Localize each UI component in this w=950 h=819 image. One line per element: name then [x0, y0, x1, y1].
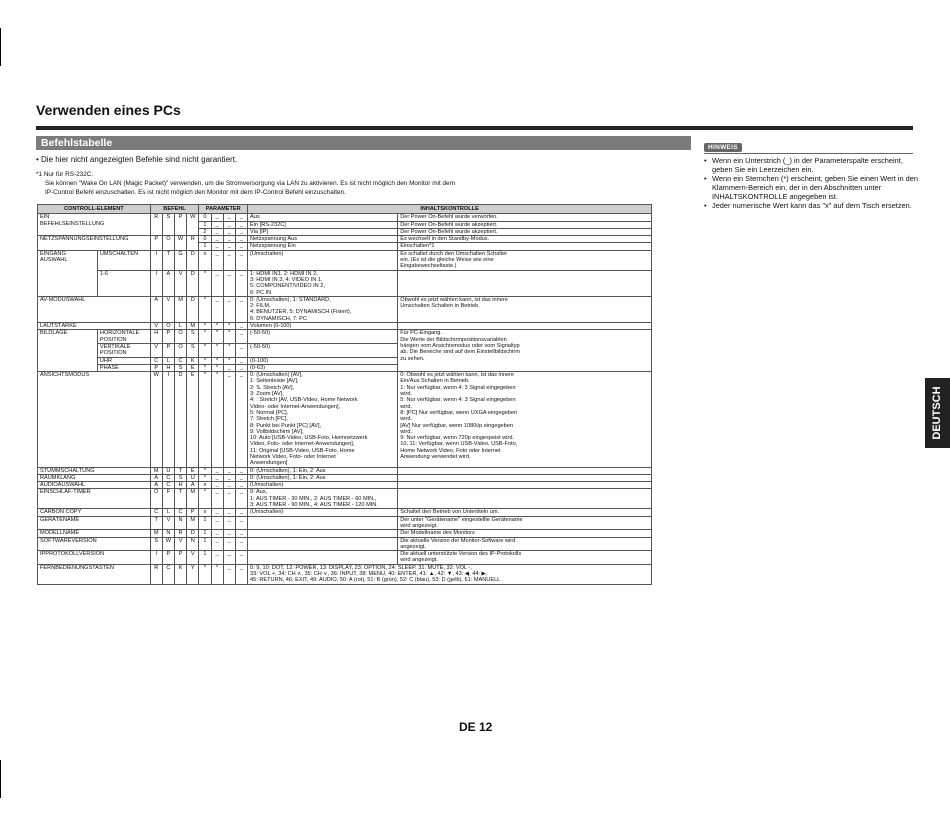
- content-description: (Umschalten): [248, 482, 398, 489]
- parameter-char: *: [199, 467, 211, 474]
- parameter-char: x: [199, 482, 211, 489]
- command-char: P: [162, 551, 174, 565]
- parameter-char: *: [199, 489, 211, 509]
- parameter-char: _: [223, 489, 235, 509]
- content-description: [248, 551, 398, 565]
- parameter-char: *: [223, 323, 235, 330]
- table-row: [38, 467, 652, 474]
- parameter-char: _: [235, 296, 247, 322]
- content-description: (0-63): [248, 364, 398, 371]
- content-description: Aus: [248, 214, 398, 221]
- command-char: T: [174, 467, 186, 474]
- command-char: H: [150, 330, 162, 344]
- control-name: STUMMSCHALTUNG: [38, 467, 151, 474]
- command-char: L: [162, 509, 174, 516]
- parameter-char: _: [223, 221, 235, 228]
- parameter-char: _: [235, 551, 247, 565]
- command-char: P: [174, 551, 186, 565]
- parameter-char: _: [223, 372, 235, 467]
- command-char: I: [162, 372, 174, 467]
- control-name: MODELLNAME: [38, 530, 151, 537]
- command-char: L: [162, 357, 174, 364]
- command-char: W: [187, 214, 199, 236]
- content-remark: [398, 270, 652, 296]
- content-description: (0-100): [248, 357, 398, 364]
- parameter-char: _: [235, 343, 247, 357]
- parameter-char: _: [235, 243, 247, 250]
- command-char: C: [150, 509, 162, 516]
- parameter-char: _: [235, 270, 247, 296]
- control-name: IPPROTOKOLLVERSION: [38, 551, 151, 565]
- table-row: [38, 482, 652, 489]
- content-description: Ein [RS-232C]: [248, 221, 398, 228]
- content-remark: [398, 489, 652, 509]
- content-description: 0: (Umschalten), 1: STANDARD, 2: FILM, 4: BENUTZER, 5: DYNAMISCH (Fixiert), 6: DYNAMISCH, 7: PC: [248, 296, 398, 322]
- command-char: E: [187, 467, 199, 474]
- content-description: [248, 516, 398, 530]
- command-char: R: [150, 564, 162, 584]
- control-name: SOFTWAREVERSION: [38, 537, 151, 551]
- parameter-char: _: [223, 516, 235, 530]
- table-row: [38, 551, 652, 565]
- parameter-char: _: [235, 330, 247, 344]
- control-name: RAUMKLANG: [38, 474, 151, 481]
- command-char: V: [174, 537, 186, 551]
- parameter-char: 2: [199, 228, 211, 235]
- parameter-char: _: [211, 250, 223, 270]
- parameter-char: _: [235, 228, 247, 235]
- command-char: C: [174, 509, 186, 516]
- parameter-char: _: [211, 509, 223, 516]
- command-char: P: [187, 509, 199, 516]
- parameter-char: *: [199, 296, 211, 322]
- header-command: BEFEHL: [150, 205, 199, 214]
- command-char: T: [162, 250, 174, 270]
- parameter-char: _: [235, 474, 247, 481]
- parameter-char: *: [199, 270, 211, 296]
- parameter-char: *: [223, 330, 235, 344]
- command-char: O: [174, 343, 186, 357]
- command-char: E: [187, 372, 199, 467]
- table-body: [38, 214, 652, 584]
- command-char: A: [150, 474, 162, 481]
- parameter-char: 0: [199, 214, 211, 221]
- content-description: Netzspannung Ein: [248, 243, 398, 250]
- page-number: DE 12: [459, 720, 493, 734]
- command-char: V: [187, 551, 199, 565]
- parameter-char: _: [235, 467, 247, 474]
- parameter-char: _: [235, 236, 247, 243]
- command-char: A: [150, 296, 162, 322]
- section-heading: Befehlstabelle: [36, 136, 691, 150]
- parameter-char: _: [211, 214, 223, 221]
- control-name: CARBON COPY: [38, 509, 151, 516]
- table-row: [38, 516, 652, 530]
- control-name: FERNBEDIENUNGSTASTEN: [38, 564, 151, 584]
- content-description: (Umschalten): [248, 509, 398, 516]
- content-remark: Der Power On-Befehl wurde verworfen.: [398, 214, 652, 221]
- parameter-char: _: [223, 467, 235, 474]
- parameter-char: _: [235, 364, 247, 371]
- content-remark: Die aktuelle Version der Monitor-Software wird angezeigt.: [398, 537, 652, 551]
- command-char: K: [174, 564, 186, 584]
- parameter-char: 1: [199, 551, 211, 565]
- hint-item: • Jeder numerische Wert kann das "x" auf dem Tisch ersetzen.: [704, 201, 919, 210]
- control-name: EINGANG AUSWAHL: [38, 250, 98, 296]
- content-remark: Es schaltet durch den Umschalten Schalter ein. (Es ist die gleiche Weise wie eine Eingabewechseltaste.): [398, 250, 652, 270]
- table-row: [38, 270, 652, 296]
- content-description: 0: (Umschalten) [AV], 1: Seitenleiste [AV], 2: S. Stretch [AV], 3: Zoom [AV], 4: : Stretch [AV, USB-Video, Home Network Video- oder Internet-Anwendungen], 5: Normal [PC], 7: Stretch [PC], 8: Punkt bei Punkt [PC] [AV], 9: Vollbildschirm [AV], 10: Auto [USB-Video, USB-Foto, Heimnetzwerk Video, Foto- oder Internet-Anwendungen], 11: Original [USB-Video, USB-Foto, Home Network Video, Foto- oder Internet Anwendungen]: [248, 372, 398, 467]
- command-char: V: [162, 296, 174, 322]
- command-char: C: [150, 357, 162, 364]
- command-char: S: [187, 343, 199, 357]
- parameter-char: _: [235, 482, 247, 489]
- content-remark: Es wechselt in den Standby-Modus.: [398, 236, 652, 243]
- command-char: S: [150, 537, 162, 551]
- parameter-char: _: [235, 323, 247, 330]
- content-remark: Für PC-Eingang. Die Werte der Bildschirmpositionsvariablen hängen vom Ansichtsmodus oder vom Signaltyp ab. Die Bereiche sind auf dem Einstellbildschirm zu sehen.: [398, 330, 652, 372]
- parameter-char: *: [199, 364, 211, 371]
- footnote-line: *1 Nur für RS-232C.: [36, 171, 94, 178]
- table-row: [38, 530, 652, 537]
- header-control: CONTROLL-ELEMENT: [38, 205, 151, 214]
- command-char: P: [162, 343, 174, 357]
- parameter-char: _: [223, 509, 235, 516]
- control-name: NETZSPANNUNGSEINSTELLUNG: [38, 236, 151, 251]
- parameter-char: _: [223, 530, 235, 537]
- content-description: 0: 9, 10: DOT, 12: POWER, 13: DISPLAY, 23: OPTION, 24: SLEEP, 31: MUTE, 32: VOL -, 33: VOL +, 34: CH ∧, 35: CH ∨, 36: INPUT, 38: MENU, 40: ENTER, 41: ▲, 42: ▼, 43: ◀, 44: ▶, 45: RETURN, 46: EXIT, 49: AUDIO, 50: A (rot), 51: B (grün), 52: C (blau), 53: D (gelb), 61: MANUELL: [248, 564, 652, 584]
- content-description: 1: HDMI IN1, 2: HDMI IN 2, 3: HDMI IN 3, 4: VIDEO IN 1, 5: COMPONENT/VIDEO IN 2, 6: PC IN: [248, 270, 398, 296]
- parameter-char: x: [199, 509, 211, 516]
- command-char: W: [150, 372, 162, 467]
- parameter-char: _: [211, 530, 223, 537]
- content-remark: [398, 323, 652, 330]
- parameter-char: _: [211, 270, 223, 296]
- command-char: W: [174, 236, 186, 251]
- table-row: [38, 250, 652, 270]
- crop-mark-top-left: [0, 28, 1, 66]
- header-content: INHALTSKONTROLLE: [248, 205, 652, 214]
- command-char: G: [174, 250, 186, 270]
- parameter-char: *: [199, 372, 211, 467]
- table-row: [38, 474, 652, 481]
- parameter-char: _: [235, 250, 247, 270]
- command-char: R: [150, 214, 162, 236]
- hint-item: • Wenn ein Unterstrich (_) in der Parameterspalte erscheint, geben Sie ein Leerzeichen ein.: [704, 156, 919, 174]
- content-description: (-50-50): [248, 330, 398, 344]
- parameter-char: _: [211, 243, 223, 250]
- language-tab-label: DEUTSCH: [931, 386, 943, 440]
- command-char: I: [150, 250, 162, 270]
- parameter-char: _: [211, 228, 223, 235]
- content-remark: Einschalten*1: [398, 243, 652, 250]
- command-char: M: [187, 323, 199, 330]
- command-char: W: [162, 537, 174, 551]
- parameter-char: _: [211, 482, 223, 489]
- content-remark: Der Power On-Befehl wurde akzeptiert.: [398, 228, 652, 235]
- parameter-char: _: [211, 467, 223, 474]
- parameter-char: _: [223, 482, 235, 489]
- command-char: N: [174, 516, 186, 530]
- command-char: T: [174, 489, 186, 509]
- language-tab: [925, 378, 950, 448]
- parameter-char: _: [235, 372, 247, 467]
- command-char: C: [162, 564, 174, 584]
- command-char: O: [162, 323, 174, 330]
- command-table: [37, 204, 652, 585]
- parameter-char: _: [235, 357, 247, 364]
- command-char: S: [162, 214, 174, 236]
- parameter-char: *: [211, 330, 223, 344]
- command-char: R: [174, 530, 186, 537]
- command-char: M: [174, 296, 186, 322]
- control-name: AUDIOAUSWAHL: [38, 482, 151, 489]
- command-char: C: [162, 474, 174, 481]
- command-char: A: [162, 270, 174, 296]
- content-remark: Der Modellname des Monitors: [398, 530, 652, 537]
- parameter-char: 1: [199, 516, 211, 530]
- parameter-char: _: [223, 537, 235, 551]
- control-name: ANSICHTSMODUS: [38, 372, 151, 467]
- content-remark: Der unter "Gerätename" eingestellte Gerätename wird angezeigt.: [398, 516, 652, 530]
- parameter-char: _: [235, 537, 247, 551]
- table-row: [38, 323, 652, 330]
- parameter-char: _: [235, 530, 247, 537]
- command-char: C: [174, 357, 186, 364]
- content-remark: [398, 474, 652, 481]
- control-sub-name: VERTIKALE POSITION: [97, 343, 150, 357]
- content-description: 0: Aus, 1: AUS TIMER - 30 MIN., 2: AUS TIMER - 60 MIN., 3: AUS TIMER - 90 MIN., 4: AUS TIMER - 120 MIN.: [248, 489, 398, 509]
- content-remark: [398, 482, 652, 489]
- command-char: D: [187, 250, 199, 270]
- parameter-char: *: [199, 343, 211, 357]
- command-char: M: [187, 489, 199, 509]
- parameter-char: *: [199, 330, 211, 344]
- parameter-char: 1: [199, 537, 211, 551]
- hint-box: [704, 136, 919, 210]
- command-char: M: [150, 530, 162, 537]
- command-char: P: [162, 330, 174, 344]
- parameter-char: _: [211, 221, 223, 228]
- content-description: [248, 537, 398, 551]
- command-char: M: [187, 516, 199, 530]
- parameter-char: _: [223, 364, 235, 371]
- content-remark: Obwohl es jetzt wählen kann, ist das innere Umschalten Schalten in Betrieb.: [398, 296, 652, 322]
- command-char: T: [150, 516, 162, 530]
- page-title: Verwenden eines PCs: [36, 102, 181, 118]
- command-char: O: [174, 330, 186, 344]
- command-char: V: [162, 516, 174, 530]
- command-char: H: [174, 482, 186, 489]
- table-row: [38, 564, 652, 584]
- control-sub-name: UMSCHALTEN: [97, 250, 150, 270]
- command-char: I: [150, 551, 162, 565]
- control-sub-name: 1-6: [97, 270, 150, 296]
- parameter-char: _: [235, 516, 247, 530]
- content-remark: Schaltet den Betrieb von Untertiteln um.: [398, 509, 652, 516]
- control-name: BILDLAGE: [38, 330, 98, 372]
- parameter-char: _: [223, 236, 235, 243]
- command-char: P: [150, 364, 162, 371]
- command-char: U: [162, 467, 174, 474]
- command-char: U: [187, 474, 199, 481]
- command-char: L: [174, 323, 186, 330]
- parameter-char: _: [211, 537, 223, 551]
- parameter-char: _: [223, 551, 235, 565]
- command-char: D: [187, 296, 199, 322]
- parameter-char: _: [223, 214, 235, 221]
- parameter-char: *: [199, 474, 211, 481]
- parameter-char: _: [235, 564, 247, 584]
- parameter-char: _: [223, 564, 235, 584]
- table-header-row: [38, 205, 652, 214]
- content-description: [248, 530, 398, 537]
- command-char: P: [174, 214, 186, 236]
- content-remark: Die aktuell unterstützte Version des IP-Protokolls wird angezeigt.: [398, 551, 652, 565]
- command-char: O: [150, 489, 162, 509]
- parameter-char: *: [199, 323, 211, 330]
- parameter-char: _: [223, 243, 235, 250]
- content-description: (-50-50): [248, 343, 398, 357]
- command-char: K: [187, 357, 199, 364]
- table-row: [38, 330, 652, 344]
- command-char: R: [187, 236, 199, 251]
- content-description: 0: (Umschalten), 1: Ein, 2: Aus: [248, 474, 398, 481]
- command-char: I: [150, 270, 162, 296]
- control-name: EIN BEFEHLSEINSTELLUNG: [38, 214, 151, 236]
- content-description: Netzspannung Aus: [248, 236, 398, 243]
- parameter-char: 1: [199, 243, 211, 250]
- footnote-line: IP-Control Befehl einzuschalten. Es ist nicht möglich den Monitor mit dem IP-Control Befehl einzuschalten.: [45, 189, 346, 196]
- parameter-char: _: [223, 296, 235, 322]
- parameter-char: 1: [199, 530, 211, 537]
- parameter-char: _: [223, 250, 235, 270]
- content-description: 0: (Umschalten), 1: Ein, 2: Aus: [248, 467, 398, 474]
- parameter-char: *: [211, 357, 223, 364]
- hint-divider: [704, 153, 913, 154]
- crop-mark-bottom-left: [0, 760, 1, 798]
- table-row: [38, 489, 652, 509]
- hint-label: HINWEIS: [704, 143, 742, 152]
- footnote: [36, 170, 596, 197]
- parameter-char: x: [199, 250, 211, 270]
- parameter-char: *: [223, 343, 235, 357]
- parameter-char: _: [211, 489, 223, 509]
- command-char: E: [187, 364, 199, 371]
- parameter-char: *: [211, 372, 223, 467]
- command-char: P: [150, 236, 162, 251]
- parameter-char: *: [199, 357, 211, 364]
- parameter-char: *: [211, 364, 223, 371]
- parameter-char: _: [211, 474, 223, 481]
- command-char: M: [150, 467, 162, 474]
- command-char: D: [187, 530, 199, 537]
- table-row: [38, 509, 652, 516]
- table-row: [38, 296, 652, 322]
- command-char: F: [162, 489, 174, 509]
- content-remark: 0: Obwohl es jetzt wählen kann, ist das innere Ein/Aus Schalten in Betrieb. 1: Nur verfügbar, wenn 4: 3 Signal eingegeben wird. 5: Nur verfügbar, wenn 4: 3 Signal eingegeben wird. 8: [PC] Nur verfügbar, wenn UXGA eingegeben wird. [AV] Nur verfügbar, wenn 1080i/p eingegeben wird. 9: Nur verfügbar, wenn 720p eingespeist wird. 10, 11: Verfügbar, wenn USB-Video, USB-Foto, Home Network Video, Foto oder Internet Anwendung verwendet wird.: [398, 372, 652, 467]
- note-bullet: • Die hier nicht angezeigten Befehle sind nicht garantiert.: [36, 155, 238, 164]
- title-rule: [36, 126, 913, 130]
- parameter-char: _: [235, 221, 247, 228]
- control-sub-name: HORIZONTALE POSITION: [97, 330, 150, 344]
- table-row: [38, 372, 652, 467]
- parameter-char: _: [211, 236, 223, 243]
- command-char: N: [162, 530, 174, 537]
- footnote-line: Sie können "Wake On LAN (Magic Packet)" verwenden, um die Stromversorgung via LAN zu aktivieren. Es ist nicht möglich den Monitor mit dem: [45, 180, 455, 187]
- command-char: S: [174, 364, 186, 371]
- command-char: V: [150, 323, 162, 330]
- content-remark: Der Power On-Befehl wurde akzeptiert.: [398, 221, 652, 228]
- command-char: S: [187, 330, 199, 344]
- command-char: N: [187, 537, 199, 551]
- parameter-char: *: [211, 323, 223, 330]
- parameter-char: _: [235, 489, 247, 509]
- control-name: GERÄTENAME: [38, 516, 151, 530]
- parameter-char: _: [223, 474, 235, 481]
- control-name: LAUTSTÄRKE: [38, 323, 151, 330]
- command-char: V: [174, 270, 186, 296]
- parameter-char: *: [199, 564, 211, 584]
- hint-item: • Wenn ein Sternchen (*) erscheint, geben Sie einen Wert in den Klammern-Bereich ein, der in den Abschnitten unter INHALTSKONTROLLE angegeben ist.: [704, 174, 919, 201]
- content-description: (Umschalten): [248, 250, 398, 270]
- command-char: H: [162, 364, 174, 371]
- hint-list: [704, 156, 919, 210]
- table-row: [38, 537, 652, 551]
- command-char: A: [150, 482, 162, 489]
- table-row: [38, 236, 652, 243]
- table-row: [38, 214, 652, 221]
- content-description: Via [IP]: [248, 228, 398, 235]
- parameter-char: _: [223, 270, 235, 296]
- parameter-char: _: [235, 214, 247, 221]
- content-description: Volumen (0-100): [248, 323, 398, 330]
- content-remark: [398, 467, 652, 474]
- parameter-char: 0: [199, 236, 211, 243]
- header-parameter: PARAMETER: [199, 205, 248, 214]
- command-char: A: [187, 482, 199, 489]
- command-char: S: [174, 474, 186, 481]
- parameter-char: _: [235, 509, 247, 516]
- command-char: O: [162, 236, 174, 251]
- parameter-char: _: [211, 551, 223, 565]
- parameter-char: _: [211, 296, 223, 322]
- parameter-char: 1: [199, 221, 211, 228]
- command-char: D: [187, 270, 199, 296]
- parameter-char: _: [211, 516, 223, 530]
- control-sub-name: UHR: [97, 357, 150, 364]
- parameter-char: *: [211, 564, 223, 584]
- command-char: D: [174, 372, 186, 467]
- command-char: Y: [187, 564, 199, 584]
- command-char: V: [150, 343, 162, 357]
- control-sub-name: PHASE: [97, 364, 150, 371]
- parameter-char: *: [211, 343, 223, 357]
- parameter-char: *: [223, 357, 235, 364]
- parameter-char: _: [223, 228, 235, 235]
- command-char: C: [162, 482, 174, 489]
- control-name: AV-MODUSWAHL: [38, 296, 151, 322]
- control-name: EINSCHLAF-TIMER: [38, 489, 151, 509]
